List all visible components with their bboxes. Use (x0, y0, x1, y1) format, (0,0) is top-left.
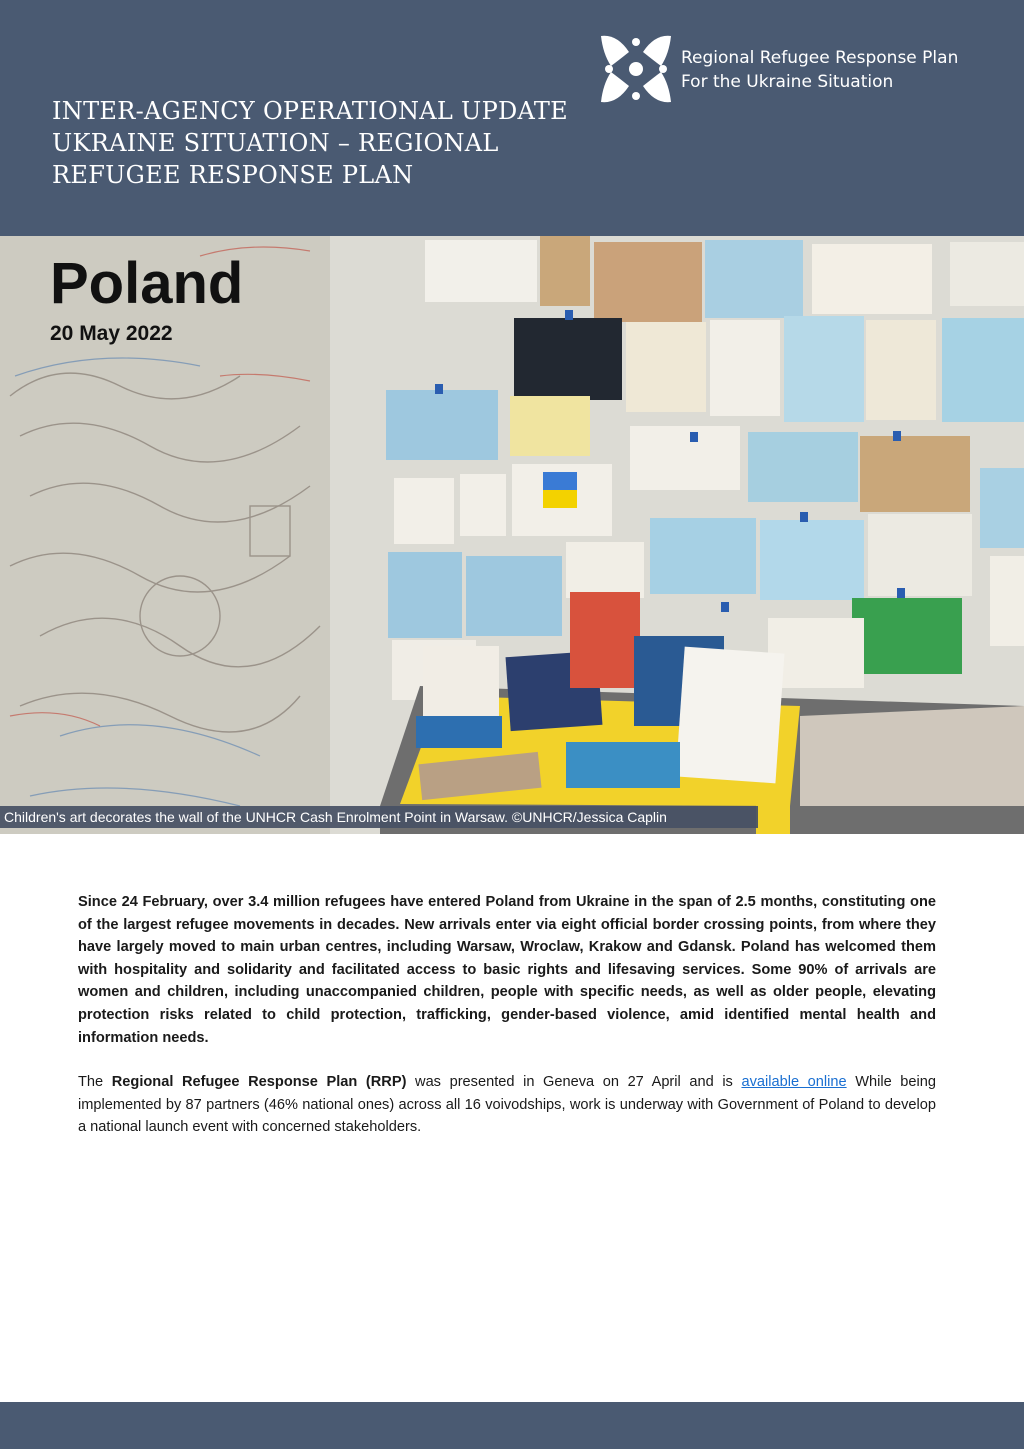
document-title (52, 95, 572, 191)
p2-bold: Regional Refugee Response Plan (RRP) (111, 1074, 407, 1091)
available-online-link[interactable]: available online (741, 1074, 847, 1091)
country-title: Poland (50, 251, 244, 316)
photo-caption: Children's art decorates the wall of the UNHCR Cash Enrolment Point in Warsaw. ©UNHCR/Jessica Caplin (0, 806, 758, 828)
rrp-paragraph (78, 1071, 936, 1139)
title-line-3: REFUGEE RESPONSE PLAN (52, 161, 414, 189)
logo-text (681, 46, 958, 94)
header-banner (0, 0, 1024, 236)
title-line-1: INTER-AGENCY OPERATIONAL UPDATE (52, 97, 569, 125)
logo-line-1: Regional Refugee Response Plan (681, 48, 959, 68)
body-text (78, 891, 936, 1139)
p2-before: The (78, 1074, 112, 1091)
footer-band (0, 1402, 1024, 1449)
lead-paragraph: Since 24 February, over 3.4 million refugees have entered Poland from Ukraine in the span of 2.5 months, constituting one of the largest refugee movements in decades. New arrivals enter via eight official border crossing points, from where they have largely moved to main urban centres, including Warsaw, Wroclaw, Krakow and Gdansk. Poland has welcomed them with hospitality and solidarity and facilitated access to basic rights and lifesaving services. Some 90% of arrivals are women and children, including unaccompanied children, people with specific needs, as well as older people, elevating protection risks related to child protection, trafficking, gender-based violence, amid identified mental health and information needs. (78, 894, 936, 1046)
p2-mid: was presented in Geneva on 27 April and is (406, 1074, 742, 1091)
report-date: 20 May 2022 (50, 322, 173, 345)
hero-photo (0, 236, 1024, 834)
rrp-logo-icon (597, 30, 675, 108)
title-line-2: UKRAINE SITUATION – REGIONAL (52, 129, 499, 157)
logo-line-2: For the Ukraine Situation (681, 72, 894, 92)
p2-after: While being implemented by 87 partners (46% national ones) across all 16 voivodships, work is underway with Government of Poland to develop a national launch event with concerned stakeholders. (78, 1074, 936, 1136)
